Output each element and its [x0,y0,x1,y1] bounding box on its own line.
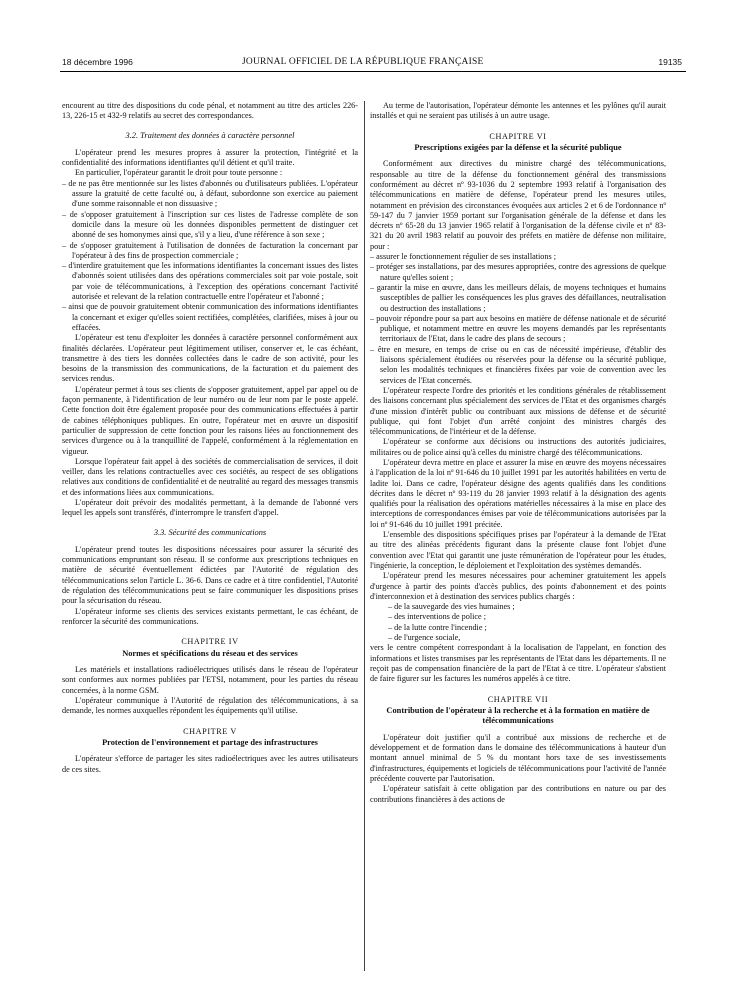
paragraph: L'opérateur prend les mesures propres à assurer la protection, l'intégrité et la confidentialité des informations identifiantes qu'il détient et qu'il traite. [62,147,358,168]
paragraph: L'opérateur est tenu d'exploiter les données à caractère personnel conformément aux finalités déclarées. L'opérateur peut légitimement utiliser, conserver et, le cas échéant, transmettre à des tiers les données collectées dans le cadre de son activité, pour les besoins de la transmission des communications, de la facturation et du paiement des services rendus. [62,333,358,384]
list-item: – de la lutte contre l'incendie ; [388,622,487,632]
paragraph: L'opérateur devra mettre en place et assurer la mise en œuvre des moyens nécessaires à l'application de la loi nº 91-646 du 10 juillet 1991 par les autorités habilitées en vertu de ladite loi. Dans ce cadre, l'opérateur désigne des agents qualifiés dans les conditions décrites dans le décret nº 93-119 du 28 janvier 1993 relatif à la désignation des agents qualifiés pour la réalisation des opérations matérielles nécessaires à la mise en place des interceptions de correspondances émises par voie de télécommunications autorisées par la loi nº 91-646 du 10 juillet 1991 précitée. [370,458,666,529]
list-item: – ainsi que de pouvoir gratuitement obtenir communication des informations identifiantes la concernant et exiger qu'elles soient rectifiées, complétées, clarifiées, mises à jour ou effacées. [62,302,358,332]
left-column [62,101,358,981]
paragraph: Les matériels et installations radioélectriques utilisés dans le réseau de l'opérateur sont conformes aux normes publiées par l'ETSI, notamment, pour les parties du réseau concernées, à la norme GSM. [62,665,358,695]
paragraph: L'opérateur satisfait à cette obligation par des contributions en nature ou par des contributions financières à des actions de [370,784,666,804]
chapter-title: Normes et spécifications du réseau et des services [122,648,298,658]
column-divider [364,101,365,971]
section-heading: 3.2. Traitement des données à caractère personnel [125,130,295,140]
section-heading: 3.3. Sécurité des communications [153,527,267,537]
paragraph: L'opérateur se conforme aux décisions ou instructions des autorités judiciaires, militaires ou de police ainsi qu'à celles du ministre chargé des télécommunications. [370,437,666,457]
chapter-label: CHAPITRE VII [487,694,549,704]
paragraph: L'ensemble des dispositions spécifiques prises par l'opérateur à la demande de l'Etat au titre des alinéas précédents figurant dans la présente clause font l'objet d'une convention avec l'Etat qui garantit une juste rémunération de l'opérateur pour les études, l'ingénierie, la conception, le déploiement et l'exploitation des systèmes demandés. [370,530,666,570]
paragraph: L'opérateur prend les mesures nécessaires pour acheminer gratuitement les appels d'urgence à partir des points d'accès publics, des points d'abonnement et des points d'interconnexion et à destination des services publics chargés : [370,571,666,601]
paragraph: Conformément aux directives du ministre chargé des télécommunications, responsable au titre de la défense du fonctionnement général des transmissions conformément au décret nº 93-1036 du 2 septembre 1993 relatif à l'organisation des télécommunications en matière de défense, l'opérateur prend les mesures utiles, notamment en prévision des circonstances évoquées aux articles 2 et 6 de l'ordonnance nº 59-147 du 7 janvier 1959 portant sur l'organisation générale de la défense et dans les décrets nº 65-28 du 13 janvier 1965 relatif à l'organisation de la défense civile et nº 83-321 du 20 avril 1983 relatif au pouvoir des préfets en matière de défense non militaire, pour : [370,159,666,251]
list-item: – protéger ses installations, par des mesures appropriées, contre des agressions de quelque nature qu'elles soient ; [370,262,666,282]
chapter-label: CHAPITRE VI [489,131,547,141]
paragraph: L'opérateur respecte l'ordre des priorités et les conditions générales de rétablissement des liaisons concernant plus spécialement des services de l'Etat et des organismes chargés d'une mission d'intérêt public ou contribuant aux missions de défense et de sécurité publique, qui font l'objet d'un arrêté conjoint des ministres chargés des télécommunications, de l'intérieur et de la défense. [370,385,666,437]
list-item: – de s'opposer gratuitement à l'inscription sur ces listes de l'adresse complète de son domicile dans la mesure où les données disponibles permettent de distinguer cet abonné de ses homonymes ainsi que, s'il y a lieu, d'une référence à son sexe ; [62,209,358,240]
paragraph: L'opérateur permet à tous ses clients de s'opposer gratuitement, appel par appel ou de façon permanente, à l'identification de leur numéro ou de leur nom par le poste appelé. Cette fonction doit être également proposée pour des communications effectuées à partir de cabines téléphoniques publiques. En outre, l'opérateur met en œuvre un dispositif particulier de suppression de cette fonction pour les raisons liées au fonctionnement des services d'urgence ou à la tranquillité de l'appelé, conformément à la réglementation en vigueur. [62,384,358,456]
list-item: – de la sauvegarde des vies humaines ; [388,602,515,612]
header-date: 18 décembre 1996 [62,57,133,67]
header-journal-title: JOURNAL OFFICIEL DE LA RÉPUBLIQUE FRANÇAISE [242,57,484,67]
paragraph: encourent au titre des dispositions du code pénal, et notamment au titre des articles 226-13, 226-15 et 432-9 relatifs au secret des correspondances. [62,101,358,121]
list-item: – de ne pas être mentionnée sur les listes d'abonnés ou d'utilisateurs publiées. L'opérateur assure la gratuité de cette faculté ou, à défaut, subordonne son exercice au paiement d'une somme raisonnable et non dissuasive ; [62,178,358,209]
paragraph: L'opérateur communique à l'Autorité de régulation des télécommunications, à sa demande, les normes auxquelles répondent les équipements qu'il utilise. [62,695,358,716]
paragraph: L'opérateur prend toutes les dispositions nécessaires pour assurer la sécurité des communications empruntant son réseau. Il se conforme aux prescriptions techniques en matière de sécurité éventuellement édictées par l'Autorité de régulation des télécommunications selon l'article L. 36-6. Dans ce cadre et à titre confidentiel, l'Autorité de régulation des télécommunications peut se faire communiquer les dispositions prises pour la sécurisation du réseau. [62,544,358,606]
paragraph: L'opérateur s'efforce de partager les sites radioélectriques avec les autres utilisateurs de ces sites. [62,754,358,774]
chapter-title: Protection de l'environnement et partage des infrastructures [102,737,318,747]
list-item: – garantir la mise en œuvre, dans les meilleurs délais, de moyens techniques et humains susceptibles de pallier les conséquences les plus graves des défaillances, neutralisation ou destruction des installations ; [370,282,666,313]
paragraph: Au terme de l'autorisation, l'opérateur démonte les antennes et les pylônes qu'il aurait installés et qui ne seraient pas utilisés à un autre usage. [370,101,666,121]
header-rule [60,71,686,72]
list-item: – pouvoir répondre pour sa part aux besoins en matière de défense nationale et de sécurité publique, et notamment mettre en œuvre les moyens demandés par les représentants territoriaux de l'Etat, dans le cadre des plans de secours ; [370,313,666,344]
list-item: – de s'opposer gratuitement à l'utilisation de données de facturation la concernant par l'opérateur à des fins de prospection commerciale ; [62,240,358,260]
paragraph: Lorsque l'opérateur fait appel à des sociétés de commercialisation de services, il doit veiller, dans les relations contractuelles avec ces sociétés, au respect de ses obligations relatives aux conditions de confidentialité et de neutralité au regard des messages transmis et des informations liées aux communications. [62,456,358,497]
chapter-title: Contribution de l'opérateur à la recherche et à la formation en matière de télécommunications [386,705,650,726]
list-item: – être en mesure, en temps de crise ou en cas de nécessité impérieuse, d'établir des liaisons spécialement étudiées ou réservées pour la défense ou la sécurité publique, selon les modalités techniques et financières fixées par voie de convention avec les services de l'Etat concernés. [370,344,666,385]
paragraph: vers le centre compétent correspondant à la localisation de l'appelant, en fonction des informations et listes transmises par les représentants de l'Etat dans les départements. Il ne reçoit pas de compensation financière de la part de l'Etat à ce titre. L'opérateur s'abstient de faire figurer sur les factures les numéros appelés à ce titre. [370,643,666,684]
header-page-number: 19135 [658,57,682,67]
chapter-label: CHAPITRE V [183,726,237,736]
paragraph: L'opérateur doit justifier qu'il a contribué aux missions de recherche et de développement et de formation dans le domaine des télécommunications à hauteur d'un montant annuel minimal de 5 % du montant hors taxe de ses investissements d'infrastructures, équipements et logiciels de télécommunications pour l'activité de l'année précédente couverte par l'autorisation. [370,732,666,784]
list-item: – d'interdire gratuitement que les informations identifiantes la concernant issues des listes d'abonnés soient utilisées dans des opérations commerciales soit par voie postale, soit par voie de télécommunications, à l'exception des opérations concernant l'activité autorisée et relevant de la relation contractuelle entre l'opérateur et l'abonné ; [62,261,358,302]
list-item: – assurer le fonctionnement régulier de ses installations ; [370,252,556,262]
list-item: – des interventions de police ; [388,612,486,622]
paragraph: En particulier, l'opérateur garantit le droit pour toute personne : [75,168,283,178]
paragraph: L'opérateur doit prévoir des modalités permettant, à la demande de l'abonné vers lequel les appels sont transférés, d'interrompre le transfert d'appel. [62,497,358,518]
chapter-label: CHAPITRE IV [181,637,239,647]
right-column [370,101,666,981]
page-header [62,56,682,70]
chapter-title: Prescriptions exigées par la défense et la sécurité publique [414,142,622,152]
paragraph: L'opérateur informe ses clients des services existants permettant, le cas échéant, de renforcer la sécurité des communications. [62,606,358,626]
list-item: – de l'urgence sociale, [388,633,461,643]
